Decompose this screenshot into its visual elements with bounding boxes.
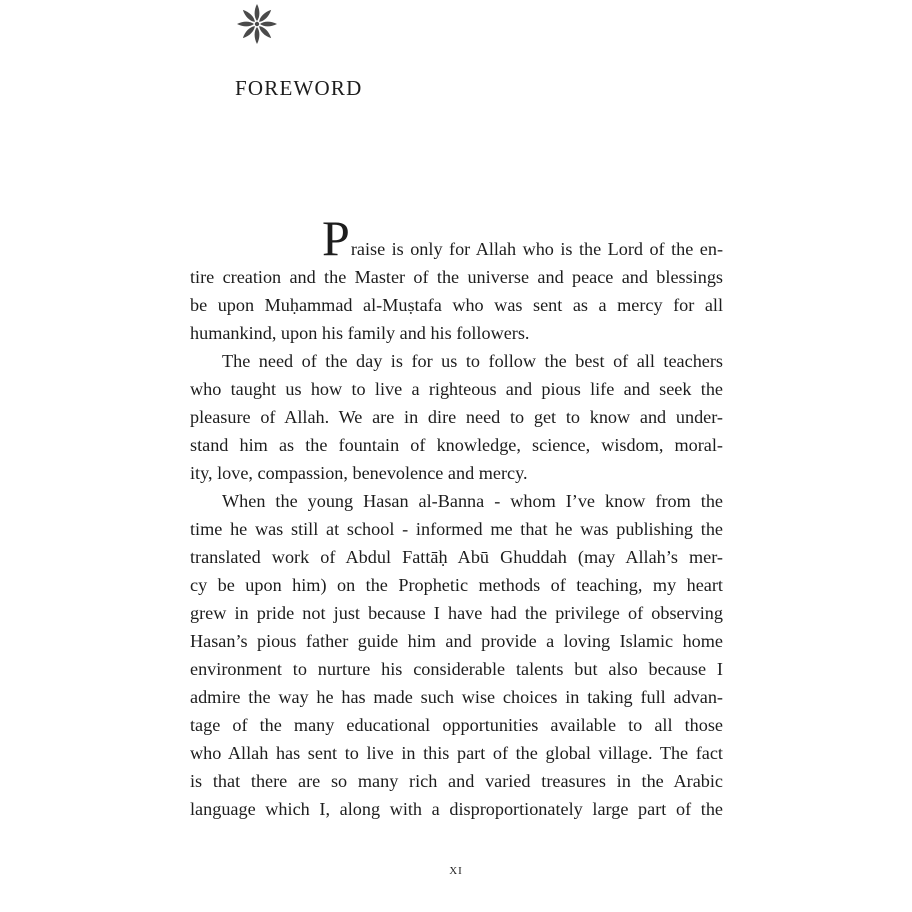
paragraph-line: Hasan’s pious father guide him and provide a loving Islamic home: [190, 631, 723, 651]
paragraph-1: [190, 210, 723, 347]
paragraph-line: pleasure of Allah. We are in dire need to get to know and under-: [190, 407, 723, 427]
chapter-title: FOREWORD: [235, 76, 363, 100]
paragraph-line: is that there are so many rich and varied treasures in the Arabic: [190, 771, 723, 791]
paragraph-line: who taught us how to live a righteous and pious life and seek the: [190, 379, 723, 399]
drop-cap: P: [322, 210, 350, 266]
paragraph-line: When the young Hasan al-Banna - whom I’ve know from the: [222, 491, 723, 511]
paragraph-line: who Allah has sent to live in this part of the global village. The fact: [190, 743, 723, 763]
paragraph-line: humankind, upon his family and his followers.: [190, 323, 530, 343]
paragraph-line: stand him as the fountain of knowledge, science, wisdom, moral-: [190, 435, 723, 455]
paragraph-line: translated work of Abdul Fattāḥ Abū Ghuddah (may Allah’s mer-: [190, 547, 723, 567]
paragraph-line: The need of the day is for us to follow the best of all teachers: [222, 351, 723, 371]
paragraph-line: language which I, along with a disproportionately large part of the: [190, 799, 723, 819]
page-number: xi: [449, 862, 463, 878]
paragraph-line: environment to nurture his considerable talents but also because I: [190, 659, 723, 679]
paragraph-line: Praise is only for Allah who is the Lord of the en-: [322, 210, 723, 266]
body-text: [190, 210, 723, 823]
paragraph-2: [190, 347, 723, 487]
paragraph-line: ity, love, compassion, benevolence and mercy.: [190, 463, 528, 483]
paragraph-3: [190, 487, 723, 823]
paragraph-line: tage of the many educational opportunities available to all those: [190, 715, 723, 735]
paragraph-line: admire the way he has made such wise choices in taking full advan-: [190, 687, 723, 707]
paragraph-line: be upon Muḥammad al-Muṣtafa who was sent as a mercy for all: [190, 295, 723, 315]
paragraph-line: tire creation and the Master of the universe and peace and blessings: [190, 267, 723, 287]
paragraph-line: cy be upon him) on the Prophetic methods of teaching, my heart: [190, 575, 723, 595]
paragraph-line: grew in pride not just because I have had the privilege of observing: [190, 603, 723, 623]
star-flower-ornament-icon: [235, 2, 279, 46]
paragraph-line: time he was still at school - informed me that he was publishing the: [190, 519, 723, 539]
